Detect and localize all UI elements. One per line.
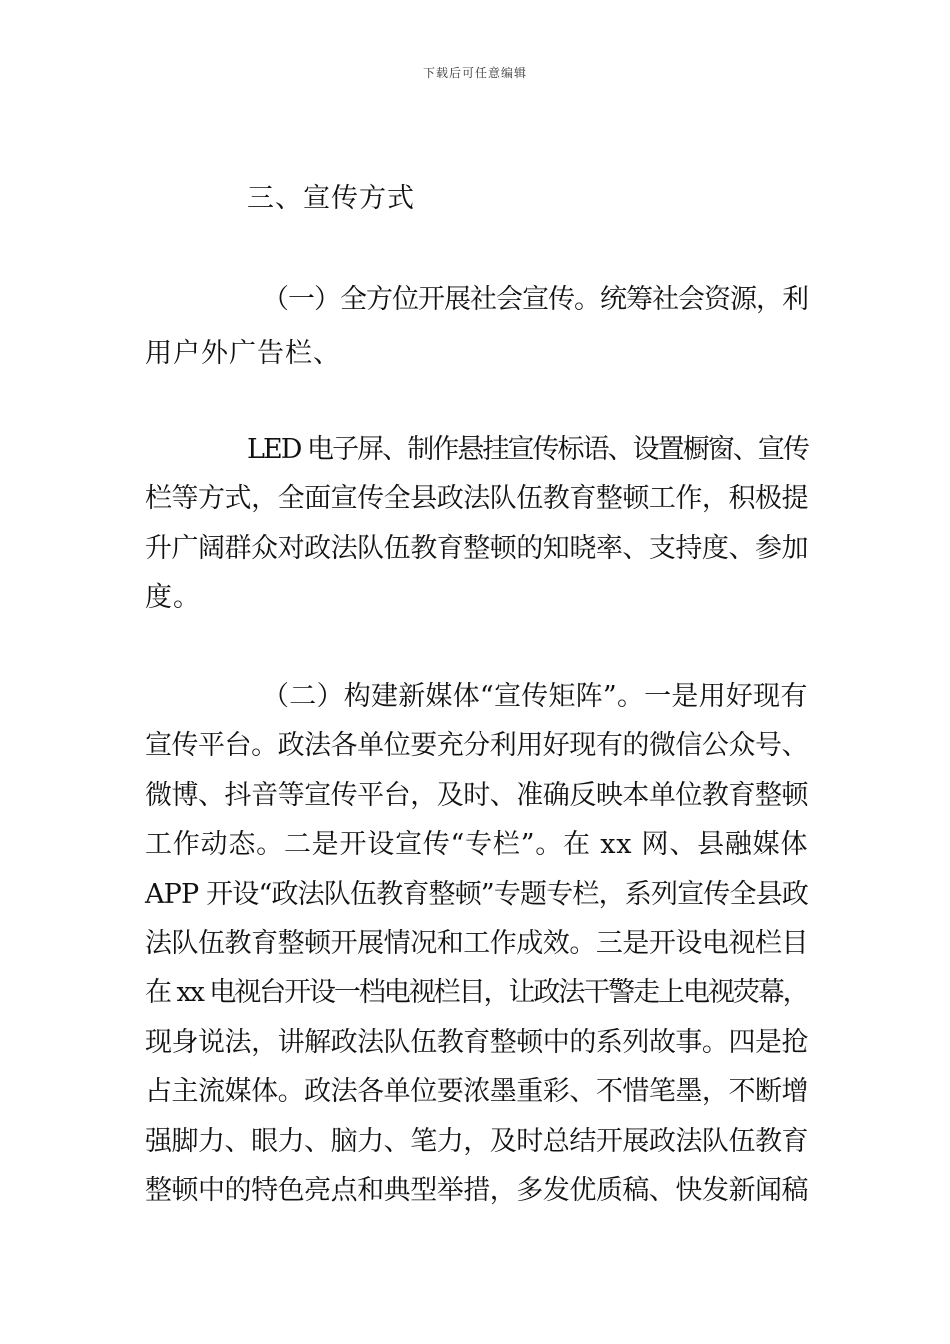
paragraph-line: 强脚力、眼力、脑力、笔力，及时总结开展政法队伍教育	[145, 1126, 808, 1157]
paragraph-line: 度。	[145, 582, 201, 613]
paragraph-line: 栏等方式，全面宣传全县政法队伍教育整顿工作，积极提	[145, 483, 808, 514]
paragraph-line: LED 电子屏、制作悬挂宣传标语、设置橱窗、宣传	[247, 434, 808, 465]
paragraph-line: 用户外广告栏、	[145, 338, 341, 369]
paragraph-line: 工作动态。二是开设宣传“专栏”。在 xx 网、县融媒体	[145, 829, 809, 860]
paragraph-line: 升广阔群众对政法队伍教育整顿的知晓率、支持度、参加	[145, 533, 808, 564]
paragraph-line: 法队伍教育整顿开展情况和工作成效。三是开设电视栏目	[145, 928, 808, 959]
paragraph-line: （二）构建新媒体“宣传矩阵”。一是用好现有	[262, 681, 808, 712]
paragraph-line: 宣传平台。政法各单位要充分利用好现有的微信公众号、	[145, 730, 808, 761]
paragraph-line: （一）全方位开展社会宣传。统筹社会资源，利	[262, 284, 808, 315]
section-heading: 三、宣传方式	[247, 183, 415, 214]
header-note: 下载后可任意编辑	[422, 66, 527, 80]
paragraph-line: 微博、抖音等宣传平台，及时、准确反映本单位教育整顿	[145, 780, 808, 811]
paragraph-line: 现身说法，讲解政法队伍教育整顿中的系列故事。四是抢	[145, 1027, 808, 1058]
paragraph-line: 在 xx 电视台开设一档电视栏目，让政法干警走上电视荧幕，	[145, 977, 808, 1008]
paragraph-line: 占主流媒体。政法各单位要浓墨重彩、不惜笔墨，不断增	[145, 1076, 808, 1107]
paragraph-line: 整顿中的特色亮点和典型举措，多发优质稿、快发新闻稿	[145, 1175, 808, 1206]
paragraph-line: APP 开设“政法队伍教育整顿”专题专栏，系列宣传全县政	[145, 879, 809, 910]
